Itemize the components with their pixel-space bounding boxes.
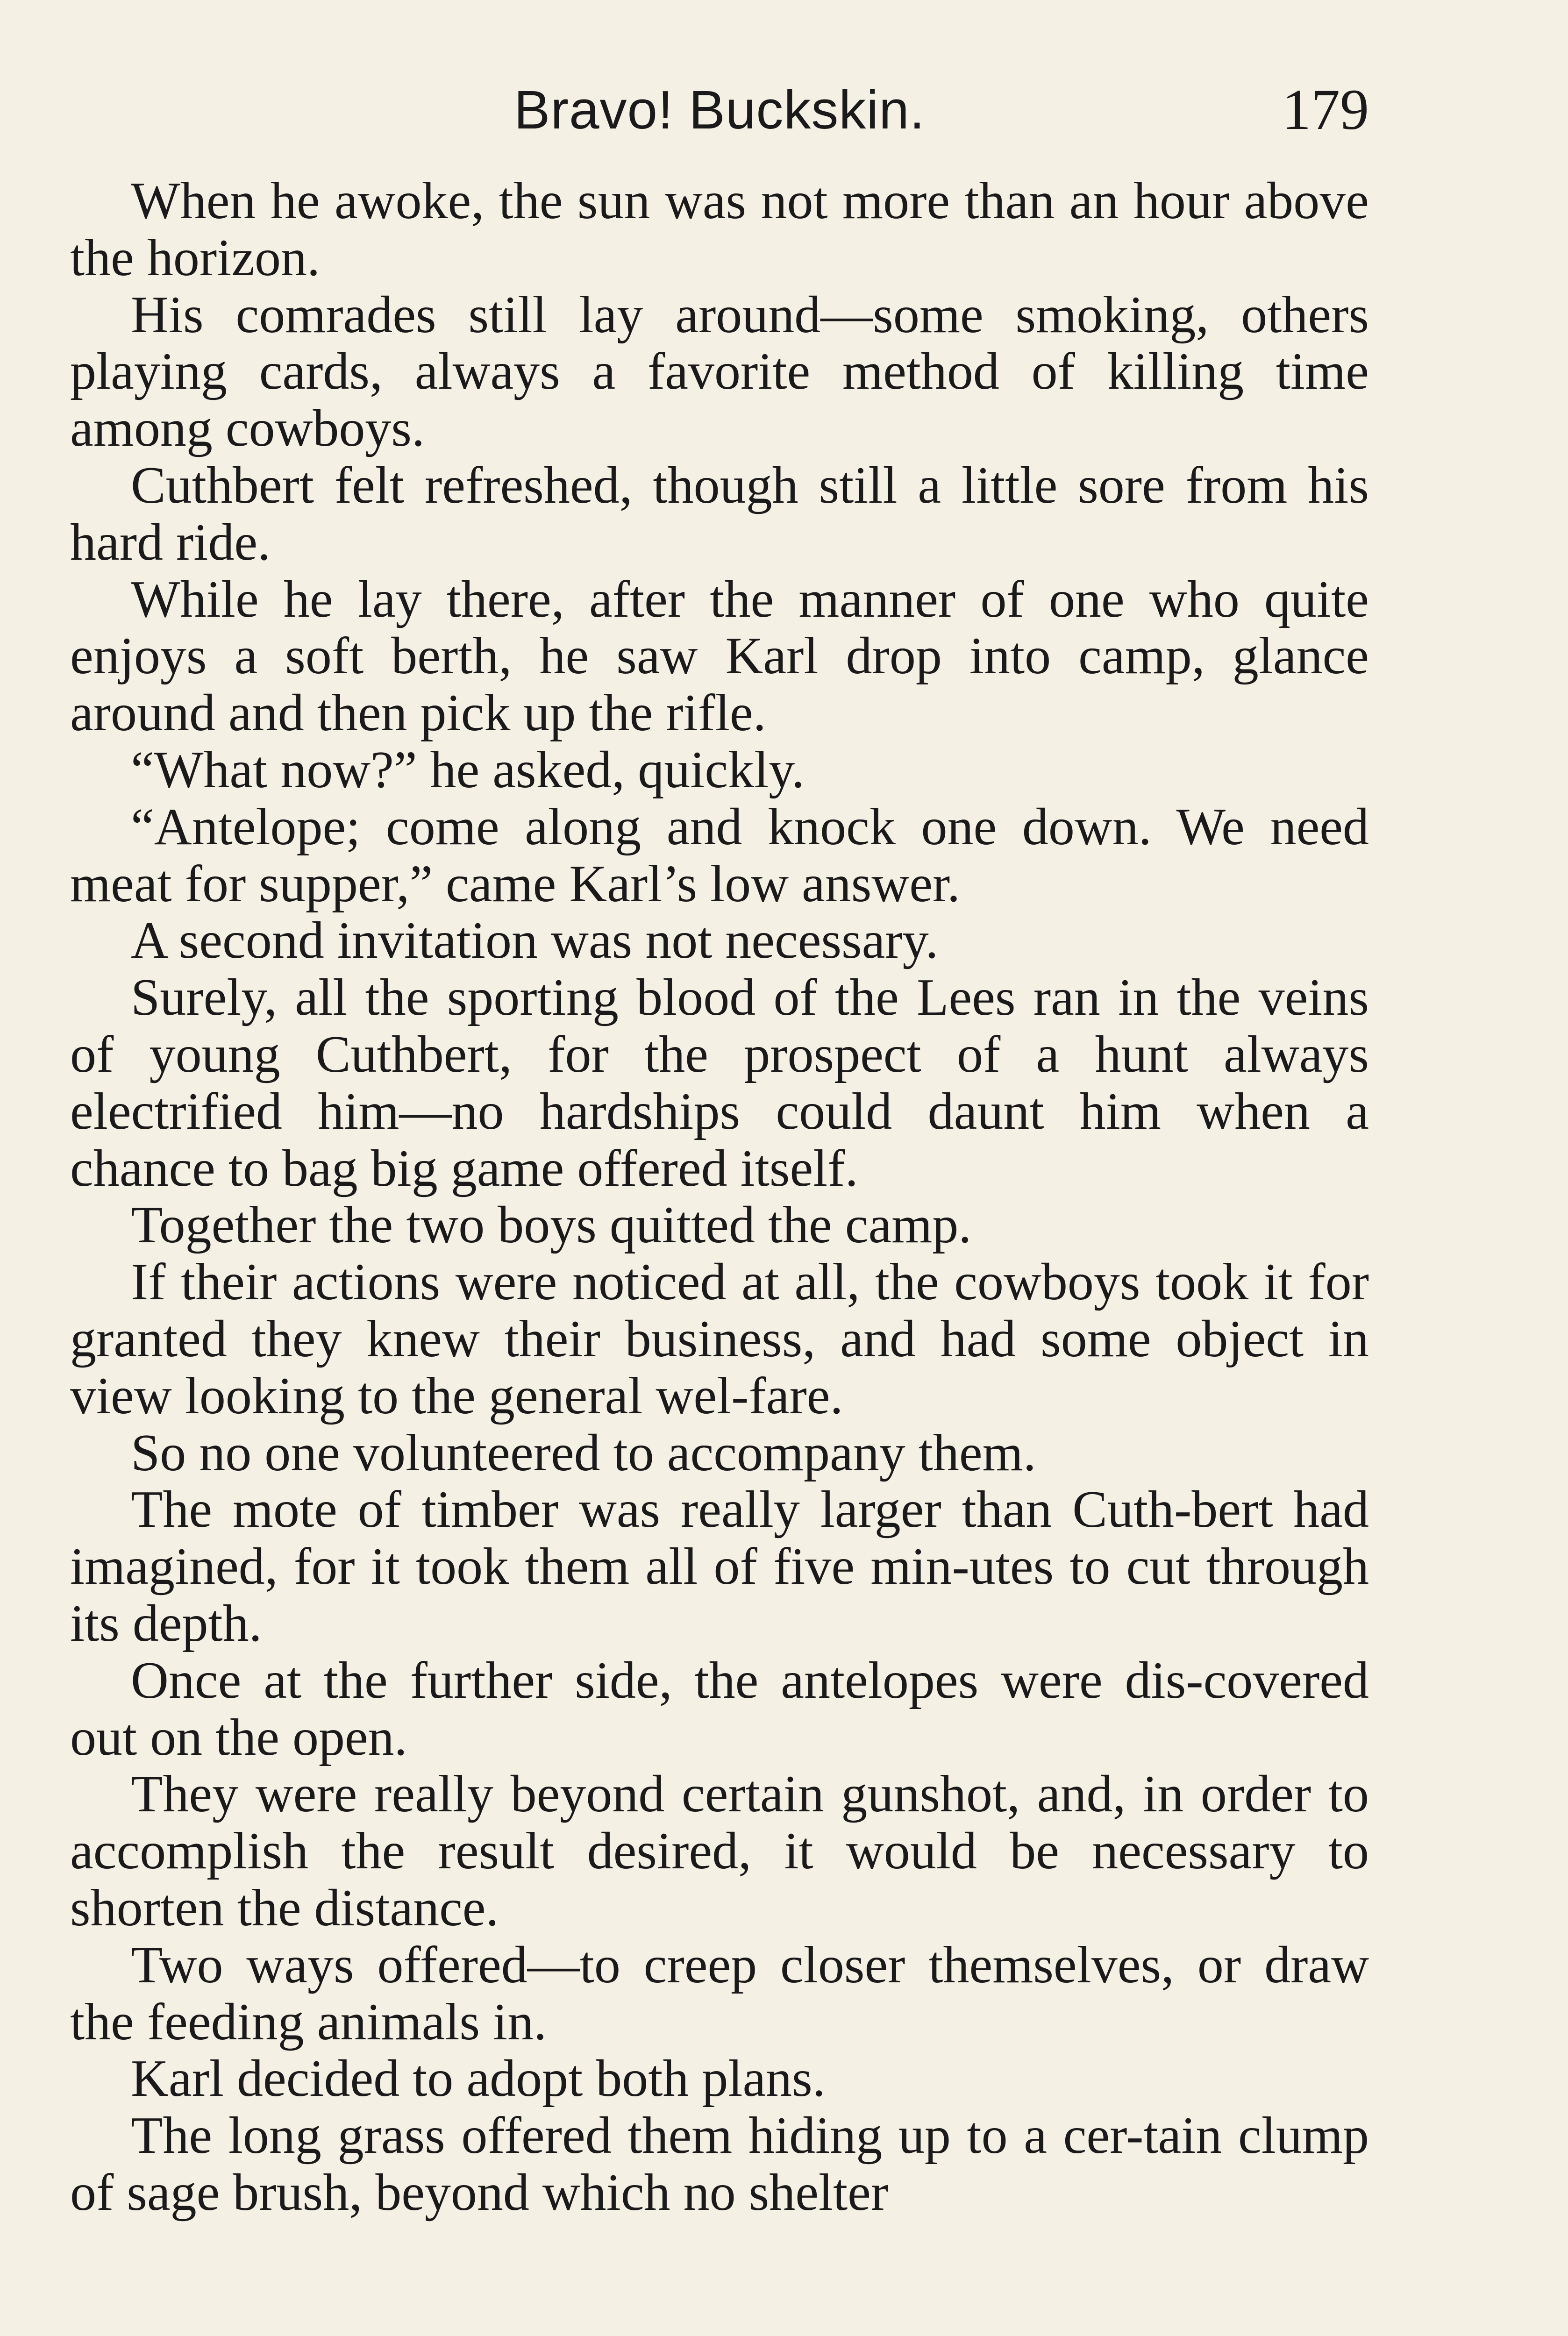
paragraph: Together the two boys quitted the camp. bbox=[131, 1196, 972, 1254]
page-number: 179 bbox=[1282, 78, 1369, 142]
paragraph: Cuthbert felt refreshed, though still a little sore from his hard ride. bbox=[70, 456, 1369, 571]
paragraph: When he awoke, the sun was not more than an hour above the horizon. bbox=[70, 172, 1369, 287]
paragraph: Once at the further side, the antelopes were dis-covered out on the open. bbox=[70, 1651, 1369, 1766]
paragraph: They were really beyond certain gunshot, and, in order to accomplish the result desired, it would be necessary to shorten the distance. bbox=[70, 1765, 1369, 1937]
paragraph: “Antelope; come along and knock one down. We need meat for supper,” came Karl’s low answer. bbox=[70, 798, 1369, 913]
paragraph: If their actions were noticed at all, the cowboys took it for granted they knew their business, and had some object in view looking to the general wel-fare. bbox=[70, 1253, 1369, 1425]
paragraph: The mote of timber was really larger than Cuth-bert had imagined, for it took them all of five min-utes to cut through its depth. bbox=[70, 1481, 1369, 1652]
paragraph: While he lay there, after the manner of one who quite enjoys a soft berth, he saw Karl drop into camp, glance around and then pick up the rifle. bbox=[70, 570, 1369, 742]
paragraph: Surely, all the sporting blood of the Lees ran in the veins of young Cuthbert, for the prospect of a hunt always electrified him—no hardships could daunt him when a chance to bag big game offered itself. bbox=[70, 969, 1369, 1197]
paragraph: “What now?” he asked, quickly. bbox=[131, 741, 805, 799]
paragraph: Two ways offered—to creep closer themselves, or draw the feeding animals in. bbox=[70, 1936, 1369, 2051]
paragraph: His comrades still lay around—some smoking, others playing cards, always a favorite method of killing time among cowboys. bbox=[70, 285, 1369, 458]
running-title: Bravo! Buckskin. bbox=[514, 79, 925, 140]
paragraph: So no one volunteered to accompany them. bbox=[131, 1424, 1036, 1482]
running-head bbox=[70, 70, 1369, 150]
paragraph: Karl decided to adopt both plans. bbox=[131, 2050, 826, 2108]
paragraph: A second invitation was not necessary. bbox=[131, 912, 939, 970]
paragraph: The long grass offered them hiding up to a cer-tain clump of sage brush, beyond which no shelter bbox=[70, 2107, 1369, 2222]
body-text bbox=[70, 173, 1369, 2222]
